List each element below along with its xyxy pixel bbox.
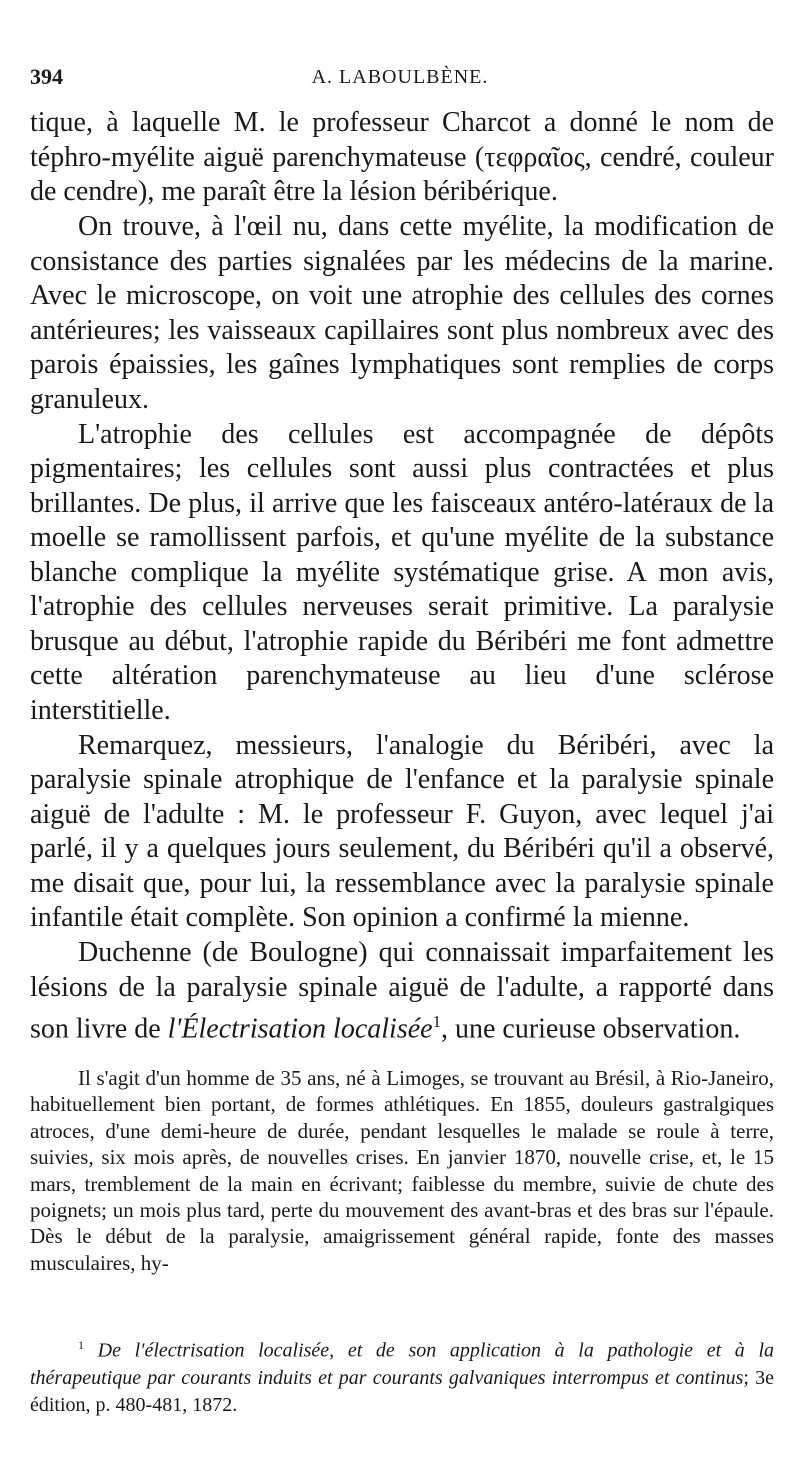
book-title: l'Électrisation localisée: [167, 1013, 433, 1045]
paragraph-5: [30, 936, 774, 1047]
main-text: [30, 106, 774, 1047]
paragraph-1: tique, à laquelle M. le professeur Charcot a donné le nom de téphro-myélite aiguë parenchymateuse (τεφραῖος, cendré, couleur de cendre), me paraît être la lésion béribérique.: [30, 107, 774, 207]
paragraph-4: Remarquez, messieurs, l'analogie du Béribéri, avec la paralysie spinale atrophique de l'enfance et la paralysie spinale aiguë de l'adulte : M. le professeur F. Guyon, avec lequel j'ai parlé, il y a quelques jours seulement, du Béribéri qu'il a observé, me disait que, pour lui, la ressemblance avec la paralysie spinale infantile était complète. Son opinion a confirmé la mienne.: [30, 729, 774, 933]
page-number: 394: [30, 64, 63, 89]
footnote: [30, 1332, 774, 1419]
paragraph-3: L'atrophie des cellules est accompagnée de dépôts pigmentaires; les cellules sont aussi plus contractées et plus brillantes. De plus, il arrive que les faisceaux antéro-latéraux de la moelle se ramollissent parfois, et qu'une myélite de la substance blanche complique la myélite systématique grise. A mon avis, l'atrophie des cellules nerveuses serait primitive. La paralysie brusque au début, l'atrophie rapide du Béribéri me font admettre cette altération parenchymateuse au lieu d'une sclérose interstitielle.: [30, 418, 774, 726]
footnote-title: De l'électrisation localisée, et de son application à la pathologie et à la thérapeutique par courants induits et par courants galvaniques interrompus et continus: [30, 1339, 774, 1389]
paragraph-2: On trouve, à l'œil nu, dans cette myélite, la modification de consistance des parties signalées par les médecins de la marine. Avec le microscope, on voit une atrophie des cellules des cornes antérieures; les vaisseaux capillaires sont plus nombreux avec des parois épaissies, les gaînes lymphatiques sont remplies de corps granuleux.: [30, 211, 774, 415]
paragraph-5-end: , une curieuse observation.: [440, 1013, 741, 1045]
running-head: A. LABOULBÈNE.: [311, 66, 489, 88]
page-header: [30, 60, 770, 96]
footnote-details: ; 3e édition, p. 480-481, 1872.: [30, 1366, 775, 1416]
case-note-text: Il s'agit d'un homme de 35 ans, né à Limoges, se trouvant au Brésil, à Rio-Janeiro, habituellement bien portant, de formes athlétiques. En 1855, douleurs gastralgiques atroces, d'une demi-heure de durée, pendant lesquelles le malade se roule à terre, suivies, six mois après, de nouvelles crises. En janvier 1870, nouvelle crise, et, le 15 mars, tremblement de la main en écrivant; faiblesse du membre, suivie de chute des poignets; un mois plus tard, perte du mouvement des avant-bras et des bras sur l'épaule. Dès le début de la paralysie, amaigrissement général rapide, fonte des masses musculaires, hy-: [30, 1066, 774, 1275]
footnote-reference: 1: [432, 1012, 441, 1031]
footnote-marker: 1: [78, 1338, 84, 1352]
footnote-text: [30, 1332, 774, 1419]
case-note: [30, 1065, 774, 1276]
paragraph-5-start: Duchenne (de Boulogne) qui connaissait imparfaitement les lésions de la paralysie spinale aiguë de l'adulte, a rapporté dans son livre de: [30, 937, 774, 1045]
